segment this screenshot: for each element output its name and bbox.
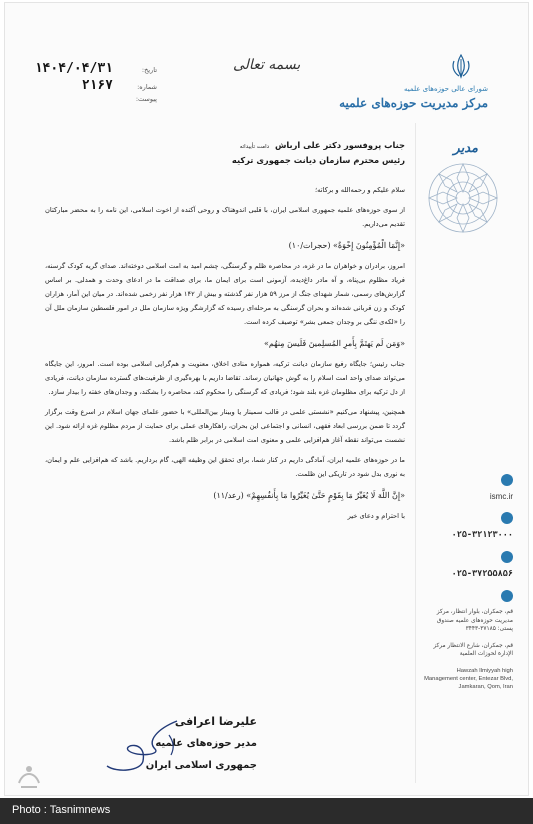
- paragraph-4: همچنین، پیشنهاد می‌کنیم «نشستی علمی در قالب سمینار یا وبینار بین‌المللی» با حضور علمای جهان اسلام در اسرع وقت برگزار گردد تا ضمن بررسی ابعاد فقهی، انسانی و اجتماعی این بحران، راهکارهای عملی برای حمایت از مردم مظلوم غزه ارائه شود. این نشست می‌تواند نقطه آغاز هم‌افزایی علمی و معنوی امت اسلامی در برابر ظلم باشد.: [45, 408, 405, 444]
- fax-icon: [501, 551, 513, 563]
- number-row: [27, 78, 157, 95]
- ornament-rosette-icon: [423, 158, 503, 238]
- letter-body: [45, 139, 405, 523]
- director-label: مدیر: [453, 141, 478, 156]
- quran-verse-1: «إِنَّمَا الْمُؤْمِنُونَ إِخْوَةٌ» (حجرات/۱۰): [288, 241, 405, 250]
- location-icon: [501, 590, 513, 602]
- handwritten-signature-icon: [77, 711, 197, 781]
- attachment-row: [27, 95, 157, 112]
- date-row: [27, 61, 157, 78]
- letter-meta: [27, 61, 157, 112]
- hadith-quote: «وَمَن لَم يَهتَمَّ بِأَمرِ المُسلِمينَ فَلَيسَ مِنهُم»: [263, 339, 405, 348]
- address-persian: قم، جمکران، بلوار انتظار، مرکز مدیریت حوزه‌های علمیه صندوق پستی: ۳۷۱۸۵-۳۴۴۳: [436, 609, 513, 632]
- signature-block: [77, 711, 257, 777]
- iran-emblem-icon: [450, 53, 472, 79]
- paragraph-5: ما در حوزه‌های علمیه ایران، آمادگی داریم در کنار شما، برای تحقق این وظیفه الهی، گام برداریم. باشد که هم‌افزایی علم و ایمان، به نوری بدل شود در تاریکی این ظلمت.: [45, 456, 405, 478]
- closing-line: با احترام و دعای خیر: [347, 512, 405, 520]
- phone-icon: [501, 512, 513, 524]
- paragraph-3: جناب رئیس؛ جایگاه رفیع سازمان دیانت ترکیه، همواره منادی اخلاق، معنویت و هم‌گرایی اسلامی بوده است. امروز، این جایگاه می‌تواند صدای واحد امت اسلام را به گوش جهانیان رساند. تقاضا داریم با بهره‌گیری از ظرفیت‌های گسترده سازمان دیانت، فریادی از دل ترکیه برای مظلومان غزه بلند شود؛ فریادی که گرسنگی را محکوم کند، محاصره را بشکند، و وجدان‌های خفته را بیدار سازد.: [45, 360, 405, 396]
- address-arabic: قم، جمکران، شارع الانتظار مرکز الإدارة لحوزات العلمیة: [433, 642, 513, 657]
- recipient-name: جناب پروفسور دکتر علی ارباش: [274, 140, 405, 150]
- signer-title: مدیر حوزه‌های علمیه: [155, 738, 257, 749]
- contact-sidebar: [423, 473, 513, 691]
- quran-verse-2: «إِنَّ اللَّهَ لَا يُغَيِّرُ مَا بِقَوْمٍ حَتَّىٰ يُغَيِّرُوا مَا بِأَنفُسِهِمْ» (رعد/۱۱): [213, 491, 405, 500]
- phone-number-1: ۰۲۵-۳۲۱۲۳۰۰۰: [451, 530, 513, 540]
- paragraph-2: امروز، برادران و خواهران ما در غزه، در محاصره ظلم و گرسنگی، چشم امید به امت اسلامی دوخته‌اند. صدای گریه کودک گرسنه، فریاد مظلوم بی‌پناه، و آه مادر داغ‌دیده، آزمونی است برای ایمان ما، برای صداقت ما در ادعای وحدت و همدلی. بر اساس گزارش‌های رسمی، شمار شهدای جنگ از مرز ۵۹ هزار نفر گذشته و بیش از ۱۴۲ هزار نفر زخمی شده‌اند. در میان این آمار، هزاران کودک و زن قربانی شده‌اند و بحران گرسنگی به مرحله‌ای رسیده که گزارشگر ویژه سازمان ملل در امور فلسطین سازمان ملل آن را «لکه‌ی ننگی بر وجدان جمعی بشر» توصیف کرده است.: [45, 262, 405, 326]
- date-label: تاریخ:: [141, 66, 157, 74]
- photo-credit-text: Photo : Tasnimnews: [12, 804, 111, 816]
- recipient-honorific: دامت تأییداته: [239, 144, 270, 150]
- date-value: ۱۴۰۴/۰۴/۳۱: [34, 61, 113, 76]
- number-label: شماره:: [137, 83, 157, 91]
- council-name: شورای عالی حوزه‌های علمیه: [404, 85, 488, 93]
- number-value: ۲۱۶۷: [81, 78, 113, 93]
- signer-organization: جمهوری اسلامی ایران: [145, 760, 257, 771]
- recipient-line-1: [45, 139, 405, 154]
- website-text: ismc.ir: [489, 492, 513, 501]
- paragraph-1: از سوی حوزه‌های علمیه جمهوری اسلامی ایران، با قلبی اندوهناک و روحی آکنده از اخوت اسلامی، این نامه را به محضر مبارکتان تقدیم می‌داریم.: [45, 206, 405, 228]
- globe-icon: [501, 474, 513, 486]
- attachment-label: پیوست:: [135, 95, 157, 103]
- bismillah-calligraphy: بسمه تعالی: [233, 57, 301, 73]
- photo-credit-bar: [0, 798, 533, 824]
- organization-name: مرکز مدیریت حوزه‌های علمیه: [339, 96, 488, 110]
- greeting: سلام علیکم و رحمه‌الله و برکاته؛: [314, 186, 405, 194]
- signer-name: علیرضا اعرافی: [174, 715, 257, 728]
- recipient-line-2: رئیس محترم سازمان دیانت جمهوری ترکیه: [231, 155, 405, 165]
- address-english: Hawzah Ilmiyyah high Management center, Entezar Blvd, Jamkaran, Qom, Iran: [424, 667, 513, 690]
- phone-number-2: ۰۲۵-۳۷۲۵۵۸۵۶: [451, 569, 513, 579]
- sidebar-divider: [415, 123, 416, 783]
- tasnim-watermark-icon: [15, 761, 43, 791]
- letter-sheet: [4, 2, 529, 796]
